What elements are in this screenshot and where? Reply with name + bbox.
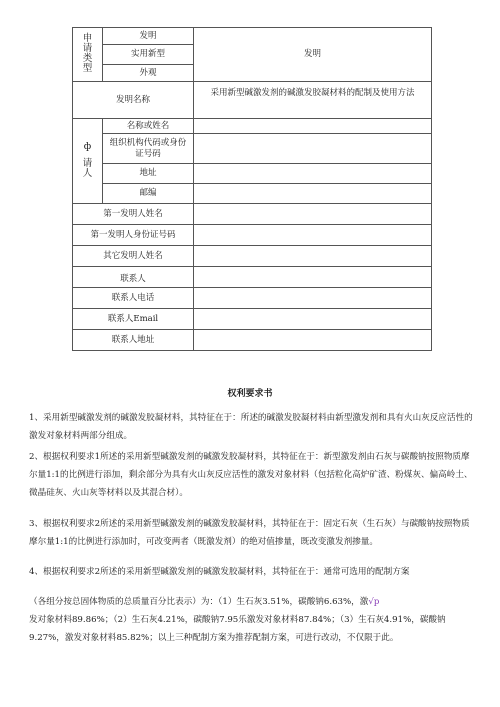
inventor-others-value	[194, 246, 432, 267]
claims-title: 权利要求书	[227, 389, 273, 399]
contact-email-label: 联系人Email	[73, 309, 194, 330]
claim-3	[29, 515, 473, 551]
applicant-field-id-value	[194, 134, 432, 164]
claim-4-body	[29, 593, 473, 647]
inventor-first-name-value	[194, 204, 432, 225]
claim-4-text-b-prefix: （各组分按总固体物质的总质量百分比表示）为：（1）生石灰3.51%，碳酸钠6.63%，激	[29, 597, 369, 607]
applicant-field-name-value	[194, 119, 432, 134]
applicant-field-postcode: 邮编	[103, 184, 194, 204]
contact-address-label: 联系人地址	[73, 330, 194, 351]
applicant-field-name: 名称或姓名	[103, 119, 194, 134]
type-option-design: 外观	[103, 65, 194, 82]
type-option-utility: 实用新型	[103, 45, 194, 65]
inventor-first-name-label: 第一发明人姓名	[73, 204, 194, 225]
invention-name-label: 发明名称	[73, 82, 194, 119]
contact-address-value	[194, 330, 432, 351]
claim-2-text: 2、根据权利要求1所述的采用新型碱激发剂的碱激发胶凝材料，其特征在于：新型激发剂由石灰与碳酸钠按照物质摩尔量1:1的比例进行添加，剩余部分为具有火山灰反应活性的激发对象材料（包括粒化高炉矿渣、粉煤灰、偏高岭土、微晶硅灰、火山灰等材料以及其混合材）。	[29, 452, 473, 498]
claim-3-text: 3、根据权利要求2所述的采用新型碱激发剂的碱激发胶凝材料，其特征在于：固定石灰（生石灰）与碳酸钠按照物质摩尔量1:1的比例进行添加时，可改变两者（既激发剂）的绝对值掺量，既改变激发剂掺量。	[29, 519, 470, 547]
applicant-field-id: 组织机构代码或身份证号码	[103, 134, 194, 164]
contact-label: 联系人	[73, 267, 194, 288]
applicant-field-postcode-value	[194, 184, 432, 204]
claim-1-text: 1、采用新型碱激发剂的碱激发胶凝材料，其特征在于：所述的碱激发胶凝材料由新型激发剂和具有火山灰反应活性的激发对象材料两部分组成。	[29, 413, 473, 441]
claim-4-text-c: 发对象材料89.86%；（2）生石灰4.21%，碳酸钠7.95乐激发对象材料87.84%；（3）生石灰4.91%，碳酸钠9.27%，激发对象材料85.82%；以上三种配制方案为推荐配制方案，可进行改动，不仅限于此。	[29, 615, 446, 643]
checkmark-icon: √p	[368, 597, 380, 607]
inventor-first-id-label: 第一发明人身份证号码	[73, 225, 194, 246]
inventor-others-label: 其它发明人姓名	[73, 246, 194, 267]
contact-value	[194, 267, 432, 288]
contact-phone-value	[194, 288, 432, 309]
apply-type-label: 申请类型	[82, 33, 93, 74]
applicant-label: 请人	[82, 158, 93, 179]
invention-name-value: 采用新型碱激发剂的碱激发胶凝材料的配制及使用方法	[194, 82, 432, 119]
applicant-field-address-value	[194, 164, 432, 184]
apply-type-label-cell	[73, 28, 103, 82]
applicant-label-cell	[73, 119, 103, 204]
applicant-field-address: 地址	[103, 164, 194, 184]
applicant-mark: ф	[83, 141, 92, 152]
claim-4-text-a: 4、根据权利要求2所述的采用新型碱激发剂的碱激发胶凝材料，其特征在于：通常可选用的配制方案	[29, 567, 410, 577]
claim-1	[29, 409, 473, 445]
contact-email-value	[194, 309, 432, 330]
claim-4-intro	[29, 563, 473, 581]
application-form-table	[72, 27, 432, 351]
claim-4-text-b	[29, 593, 473, 611]
type-value: 发明	[194, 28, 432, 82]
claim-2	[29, 448, 473, 502]
inventor-first-id-value	[194, 225, 432, 246]
contact-phone-label: 联系人电话	[73, 288, 194, 309]
type-option-invention: 发明	[103, 28, 194, 45]
